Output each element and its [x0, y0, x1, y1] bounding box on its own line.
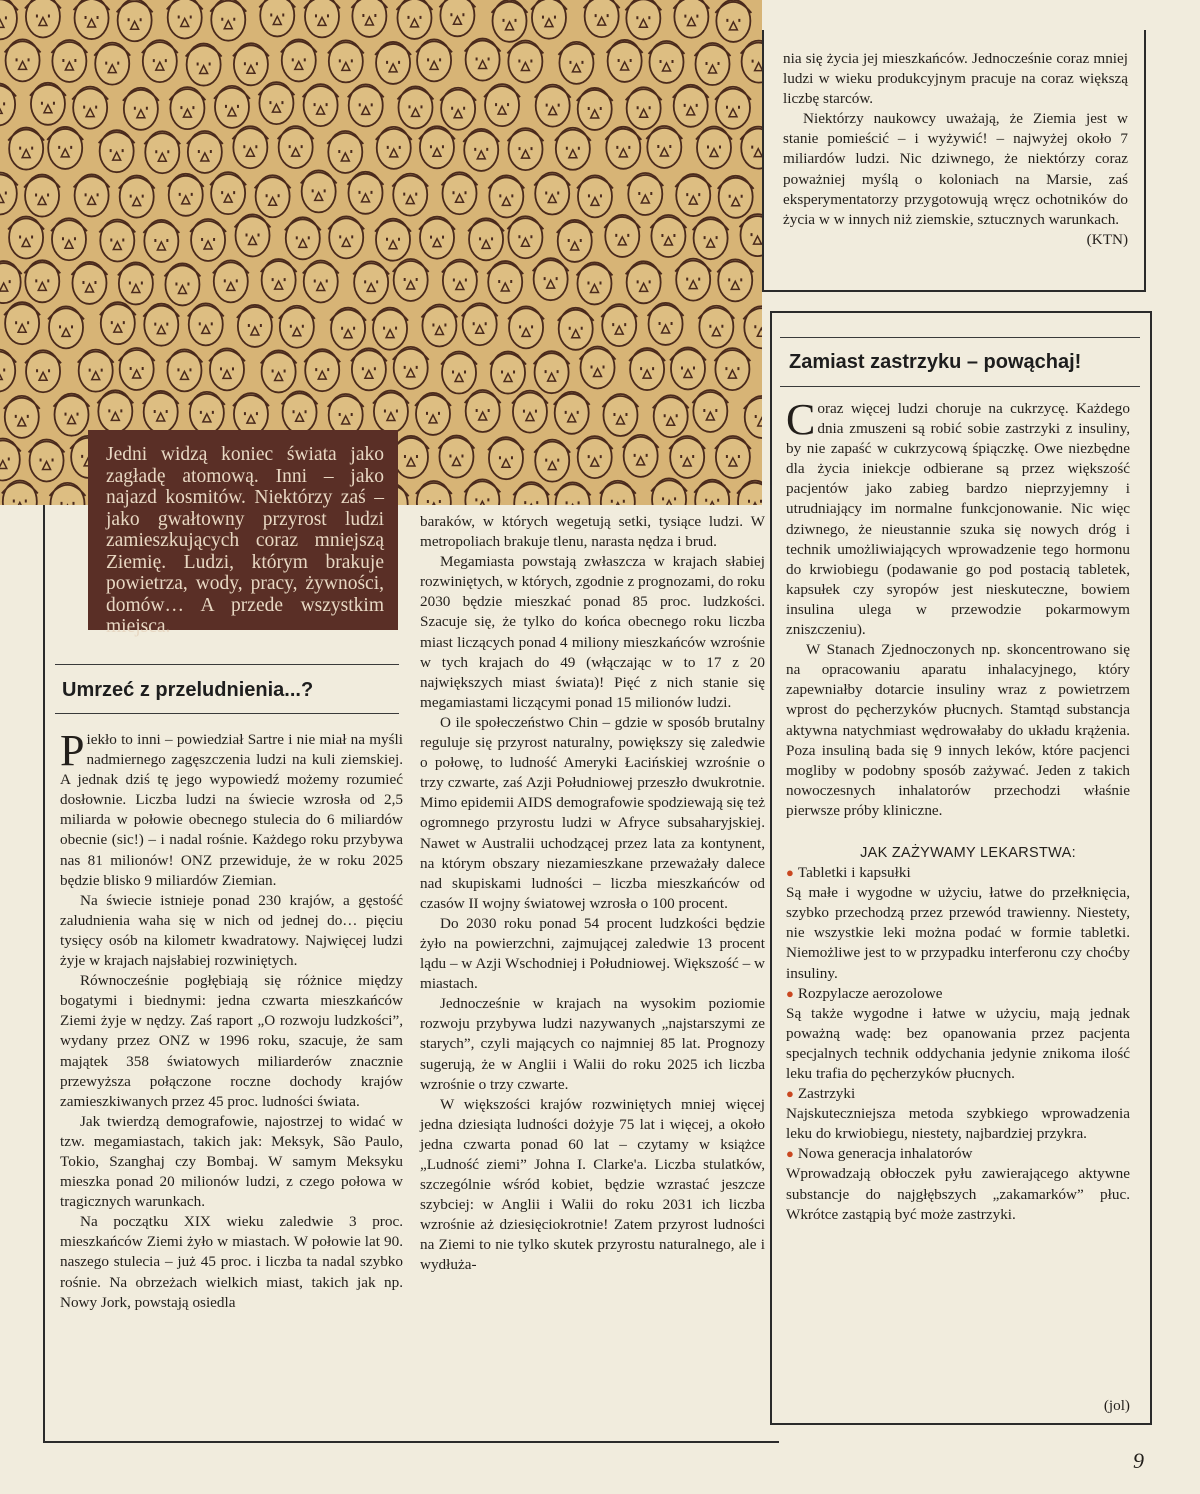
paragraph: Jak twierdzą demografowie, najostrzej to widać w tzw. megamiastach, takich jak: Meksyk, São Paulo, Tokio, Szanghaj czy Bombaj. W samym Meksyku mieszka ponad 20 milionów ludzi, z czego połowa w tragicznych warunkach.	[60, 1112, 403, 1211]
face-icon	[142, 40, 178, 82]
paragraph: Piekło to inni – powiedział Sartre i nie miał na myśli nadmiernego zagęszczenia ludzi na kuli ziemskiej. A jednak dziś tę jego wypowiedź możemy rozumieć dosłownie. Liczba ludzi na świecie wzrosła od 2,5 miliarda w połowie obecnego stulecia do 6 miliardów obecnie (sic!) – i nadal rośnie. Każdego roku przybywa nas 81 milionów! ONZ przewiduje, że w roku 2025 będzie blisko 9 miliardów Ziemian.	[60, 726, 403, 889]
face-icon	[190, 219, 226, 261]
face-icon	[605, 127, 641, 169]
face-icon	[188, 303, 224, 345]
paragraph: W Stanach Zjednoczonych np. skoncentrowano się na opracowaniu aparatu inhalacyjnego, który zapewniałby dotarcie insuliny wraz z powietrzem wprost do pęcherzyków płucnych. Stamtąd substancja aktywna natychmiast wędrowałaby do układu krążenia. Poza insuliną bada się 9 innych leków, które pacjenci mogliby w podobny sposób zażywać. Jeden z takich nowoczesnych inhalatorów przechodzi właśnie pierwsze próby kliniczne.	[786, 641, 1130, 819]
face-icon	[328, 216, 364, 258]
face-icon	[347, 172, 383, 214]
face-icon	[282, 391, 318, 433]
face-icon	[285, 217, 321, 259]
face-icon	[397, 86, 433, 128]
caption-text: Jedni widzą koniec świata jako zagładę atomową. Inni – jako najazd kosmitów. Niektórzy zaś – jako gwałtowny przyrost ludzi zamieszkujących coraz mniejszą Ziemię. Ludzi, którym brakuje powietrza, wody, pracy, żywności, domów… A przede wszystkim miejsca.	[106, 444, 384, 637]
list-item-title	[786, 1084, 1130, 1104]
face-icon	[629, 348, 665, 390]
face-icon	[8, 128, 44, 170]
face-icon	[531, 0, 567, 39]
bullet-icon: ●	[786, 865, 794, 881]
face-icon	[278, 126, 314, 168]
face-icon	[279, 306, 315, 348]
face-icon	[533, 258, 569, 300]
face-icon	[351, 0, 387, 37]
face-icon	[741, 41, 762, 83]
face-icon	[468, 218, 504, 260]
face-icon	[100, 302, 136, 344]
face-icon	[534, 440, 570, 482]
face-icon	[303, 261, 339, 303]
article1-column-2	[420, 512, 765, 1276]
face-icon	[25, 0, 61, 37]
face-icon	[301, 170, 337, 212]
face-icon	[577, 88, 613, 130]
face-icon	[649, 41, 685, 83]
face-icon	[490, 352, 526, 394]
face-icon	[604, 215, 640, 257]
face-icon	[143, 391, 179, 433]
face-icon	[0, 83, 16, 125]
face-icon	[213, 260, 249, 302]
face-icon	[535, 85, 571, 127]
face-icon	[673, 85, 709, 127]
face-icon	[393, 259, 429, 301]
face-icon	[607, 40, 643, 82]
face-icon	[715, 0, 751, 42]
face-icon	[169, 87, 205, 129]
face-icon	[259, 0, 295, 36]
face-icon	[209, 348, 245, 390]
face-icon	[51, 218, 87, 260]
face-icon	[119, 176, 155, 218]
face-icon	[235, 214, 271, 256]
face-icon	[24, 175, 60, 217]
face-icon	[718, 176, 754, 218]
face-icon	[696, 127, 732, 169]
list-item-text: Są małe i wygodne w użyciu, łatwe do przełknięcia, szybko przechodzą przez przewód trawienny. Niestety, nie wszystkie leki można podać w formie tabletki. Niemożliwe jest to w przypadku interferonu czy choćby insuliny.	[786, 884, 1130, 982]
face-icon	[72, 87, 108, 129]
article1-column-3	[783, 49, 1128, 250]
article2-subheading: JAK ZAŻYWAMY LEKARSTWA:	[860, 844, 1076, 861]
face-icon	[625, 0, 661, 39]
face-icon	[715, 436, 751, 478]
face-icon	[237, 305, 273, 347]
face-icon	[118, 262, 154, 304]
face-icon	[416, 39, 452, 81]
face-icon	[375, 219, 411, 261]
face-icon	[0, 350, 16, 392]
face-icon	[558, 42, 594, 84]
face-icon	[743, 306, 762, 348]
face-icon	[488, 175, 524, 217]
list-item-title-text: Nowa generacja inhalatorów	[797, 1145, 973, 1163]
face-icon	[534, 351, 570, 393]
face-icon	[715, 87, 751, 129]
list-item-title	[786, 984, 1130, 1004]
list-item-title-text: Tabletki i kapsułki	[797, 864, 911, 882]
face-icon	[0, 0, 18, 39]
face-icon	[626, 87, 662, 129]
heading-rule-bottom	[55, 713, 399, 714]
face-icon	[5, 39, 41, 81]
face-icon	[29, 439, 65, 481]
face-icon	[123, 88, 159, 130]
paragraph: Na świecie istnieje ponad 230 krajów, a gęstość zaludnienia waha się w nich od jednej do… pięciu tysięcy osób na kilometr kwadratowy. Najwięcej ludzi żyje w krajach najsłabiej rozwiniętych.	[60, 891, 403, 970]
face-icon	[303, 84, 339, 126]
face-icon	[168, 174, 204, 216]
heading-rule-top	[55, 664, 399, 665]
face-icon	[737, 481, 762, 505]
bullet-icon: ●	[786, 985, 794, 1001]
face-icon	[512, 391, 548, 433]
face-icon	[396, 0, 432, 39]
face-icon	[507, 216, 543, 258]
face-icon	[653, 395, 689, 437]
paragraph: nia się życia jej mieszkańców. Jednocześnie coraz mniej ludzi w wieku produkcyjnym pracuje na coraz większą liczbę starców.	[783, 50, 1128, 108]
face-icon	[646, 126, 682, 168]
face-icon	[442, 260, 478, 302]
paragraph: Niektórzy naukowcy uważają, że Ziemia jest w stanie pomieścić – i wyżywić! – najwyżej około 7 miliardów ludzi. Nic dziwnego, że niektórzy coraz poważniej myślą o koloniach na Marsie, zaś eksperymentatorzy przygotowują wręcz ochotników do życia w w innych niż ziemskie, sztucznych warunkach.	[783, 110, 1128, 228]
face-icon	[94, 43, 130, 85]
face-icon	[577, 436, 613, 478]
face-icon	[740, 127, 762, 169]
face-icon	[487, 261, 523, 303]
face-icon	[348, 84, 384, 126]
paragraph: Coraz więcej ludzi choruje na cukrzycę. Każdego dnia zmuszeni są robić sobie zastrzyki z insuliny, by nie zapaść w cukrzycową śpiączkę. Owe niezbędne dla życia iniekcje odbierane są przez większość pacjentów jako zabieg bardzo nieprzyjemny i utrudniający im normalne funkcjonowanie. Nic więc dziwnego, że nieustannie szuka się nowych dróg i technik umożliwiających wprowadzenie tego hormonu do krwiobiegu (podawanie go pod postacią tabletek, kapsułek czy syropów jest nieskuteczne, bowiem insulina ulega w przewodzie pokarmowym zniszczeniu).	[786, 395, 1130, 639]
paragraph: Megamiasta powstają zwłaszcza w krajach słabiej rozwiniętych, w których, zgodnie z prognozami, do roku 2030 będzie mieszkać ponad 85 proc. ludzkości. Szacuje się, że tylko do końca obecnego roku liczba miast liczących ponad 4 miliony mieszkańców wzrośnie w tych krajach do 49 (włączając w to 17 z 20 największych miast świata)! Pięć z nich stanie się megamiastami liczącymi ponad 15 milionów ludzi.	[420, 553, 765, 711]
face-icon	[651, 478, 687, 505]
face-icon	[24, 260, 60, 302]
face-icon	[30, 83, 66, 125]
face-icon	[304, 349, 340, 391]
face-icon	[554, 392, 590, 434]
face-icon	[419, 126, 455, 168]
face-icon	[626, 261, 662, 303]
face-icon	[669, 436, 705, 478]
face-icon	[557, 220, 593, 262]
face-icon	[508, 306, 544, 348]
face-icon	[117, 0, 153, 41]
face-icon	[584, 0, 620, 37]
face-icon	[232, 126, 268, 168]
face-icon	[74, 0, 110, 39]
face-icon	[54, 394, 90, 436]
face-icon	[580, 347, 616, 389]
face-icon	[210, 0, 246, 41]
face-icon	[304, 0, 340, 37]
face-icon	[97, 390, 133, 432]
face-icon	[351, 348, 387, 390]
face-icon	[650, 215, 686, 257]
face-icon	[49, 483, 85, 505]
face-icon	[484, 84, 520, 126]
article1-heading: Umrzeć z przeludnienia...?	[62, 679, 314, 701]
face-icon	[692, 390, 728, 432]
face-icon	[442, 172, 478, 214]
face-icon	[440, 88, 476, 130]
heading-rule-top	[780, 337, 1140, 338]
list-item-text: Najskuteczniejsza metoda szybkiego wprowadzenia leku do krwiobiegu, niestety, najbardziej przykra.	[786, 1105, 1130, 1143]
face-icon	[419, 217, 455, 259]
article2-column	[786, 395, 1130, 1225]
face-icon	[601, 304, 637, 346]
article1-credit: (KTN)	[1086, 230, 1128, 248]
face-icon	[416, 481, 452, 505]
face-icon	[281, 39, 317, 81]
face-icon	[421, 304, 457, 346]
face-icon	[627, 173, 663, 215]
face-icon	[0, 439, 21, 481]
face-icon	[8, 216, 44, 258]
heading-rule-bottom	[780, 386, 1140, 387]
list-item-text: Są także wygodne i łatwe w użyciu, mają jednak poważną wadę: bez opanowania przez pacjenta specjalnych technik oddychania jedynie znikoma ilość leku trafia do pęcherzyków płucnych.	[786, 1004, 1130, 1082]
face-icon	[714, 348, 750, 390]
face-icon	[555, 128, 591, 170]
face-icon	[47, 127, 83, 169]
list-item-title-text: Rozpylacze aerozolowe	[797, 984, 943, 1002]
paragraph: O ile społeczeństwo Chin – gdzie w sposób brutalny reguluje się przyrost naturalny, powiększy się zaledwie o połowę, to ludność Ameryki Łacińskiej wzrośnie o trzy czwarte, zaś Azji Południowej przeszło dwukrotnie. Mimo epidemii AIDS demografowie spodziewają się też ogromnego przyrostu ludzi w Afryce subsaharyjskiej. Nawet w Australii uchodzącej przez lata za kontynent, na którym obszary niezamieszkane przeważały dalece nad skupiskami ludności – liczba mieszkańców od czasów II wojny światowej wzrosła o 100 procent.	[420, 713, 766, 912]
face-icon	[372, 308, 408, 350]
face-icon	[392, 174, 428, 216]
face-icon	[744, 396, 762, 438]
face-icon	[51, 40, 87, 82]
face-icon	[187, 131, 223, 173]
face-icon	[555, 482, 591, 505]
face-icon	[0, 261, 22, 303]
face-icon	[143, 220, 179, 262]
face-icon	[4, 396, 40, 438]
face-icon	[675, 259, 711, 301]
face-icon	[698, 306, 734, 348]
face-icon	[648, 303, 684, 345]
paragraph: baraków, w których wegetują setki, tysiące ludzi. W metropoliach brakuje tlenu, narasta nędza i brud.	[420, 513, 765, 551]
face-icon	[375, 42, 411, 84]
list-item-text: Wprowadzają obłoczek pyłu zawierającego aktywne substancje do najgłębszych „zakamarków” płuc. Wkrótce zastąpią być może zastrzyki.	[786, 1165, 1130, 1223]
face-icon	[694, 480, 730, 505]
face-icon	[258, 82, 294, 124]
list-item-title	[786, 1144, 1130, 1164]
face-icon	[488, 437, 524, 479]
face-icon	[25, 350, 61, 392]
paragraph: Do 2030 roku ponad 54 procent ludzkości będzie żyło na powierzchni, zajmującej zaledwie 13 procent lądu – w Azji Wschodniej i Południowej. Większość – w miastach.	[420, 914, 765, 993]
face-icon	[670, 347, 706, 389]
face-icon	[465, 390, 501, 432]
face-icon	[576, 262, 612, 304]
face-icon	[0, 172, 18, 214]
face-icon	[99, 219, 135, 261]
face-icon	[393, 436, 429, 478]
face-icon	[327, 131, 363, 173]
face-icon	[534, 173, 570, 215]
face-icon	[233, 43, 269, 85]
face-icon	[330, 308, 366, 350]
face-icon	[328, 40, 364, 82]
face-icon	[623, 435, 659, 477]
face-icon	[600, 481, 636, 505]
face-icon	[99, 130, 135, 172]
bullet-icon: ●	[786, 1086, 794, 1102]
face-icon	[2, 480, 38, 505]
face-icon	[214, 86, 250, 128]
face-icon	[492, 0, 528, 42]
paragraph: Na początku XIX wieku zaledwie 3 proc. mieszkańców Ziemi żyło w miastach. W połowie lat 90. naszego stulecia – już 45 proc. i liczba ta nadal szybko rośnie. Na obrzeżach wielkich miast, takich jak np. Nowy Jork, powstają osiedla	[60, 1213, 403, 1311]
face-icon	[4, 302, 40, 344]
face-icon	[255, 175, 291, 217]
face-icon	[164, 263, 200, 305]
article2-heading: Zamiast zastrzyku – powąchaj!	[789, 351, 1082, 373]
face-icon	[210, 172, 246, 214]
face-icon	[74, 174, 110, 216]
face-icon	[695, 43, 731, 85]
face-icon	[186, 44, 222, 86]
face-icon	[462, 303, 498, 345]
article2-credit: (jol)	[1103, 1397, 1130, 1414]
article1-column-1	[60, 726, 403, 1313]
face-icon	[415, 393, 451, 435]
face-icon	[673, 0, 709, 38]
face-icon	[717, 259, 753, 301]
face-icon	[233, 393, 269, 435]
face-icon	[261, 259, 297, 301]
face-icon	[439, 0, 475, 36]
face-icon	[508, 128, 544, 170]
face-icon	[48, 306, 84, 348]
face-icon	[167, 0, 203, 38]
face-icon	[261, 350, 297, 392]
list-item-title-text: Zastrzyki	[797, 1085, 856, 1103]
face-icon	[144, 131, 180, 173]
face-icon	[393, 347, 429, 389]
face-icon	[166, 349, 202, 391]
face-icon	[464, 479, 500, 505]
face-icon	[558, 308, 594, 350]
face-icon	[78, 350, 114, 392]
face-icon	[675, 174, 711, 216]
face-icon	[507, 40, 543, 82]
face-icon	[577, 175, 613, 217]
bullet-icon: ●	[786, 1146, 794, 1162]
face-icon	[143, 304, 179, 346]
face-icon	[465, 39, 501, 81]
face-icon	[119, 348, 155, 390]
face-icon	[353, 261, 389, 303]
paragraph: Równocześnie pogłębiają się różnice między bogatymi i biednymi: jedna czwarta mieszkańców Ziemi żyje w nędzy. Zaś raport „O rozwoju ludzkości”, wydany przez ONZ w 1996 roku, szacuje, że sam majątek 358 światowych miliarderów znacznie przewyższa połączone roczne dochody krajów zamieszkiwanych przez 45 proc. ludności świata.	[60, 972, 403, 1110]
face-icon	[71, 262, 107, 304]
list-item-title	[786, 863, 1130, 883]
face-icon	[740, 214, 762, 256]
face-icon	[189, 392, 225, 434]
face-icon	[602, 394, 638, 436]
face-icon	[373, 391, 409, 433]
face-icon	[693, 217, 729, 259]
face-icon	[463, 129, 499, 171]
face-icon	[376, 127, 412, 169]
face-icon	[441, 352, 477, 394]
face-icon	[513, 482, 549, 505]
paragraph: Jednocześnie w krajach na wysokim poziomie rozwoju przybywa ludzi nazywanych „najstarszymi ze starych”, czyli mających co najmniej 85 lat. Prognozy sugerują, że w Anglii i Walii do roku 2025 ich liczba wzrośnie o trzy czwarte.	[420, 995, 765, 1093]
face-icon	[438, 436, 474, 478]
page-number: 9	[1133, 1448, 1144, 1473]
paragraph: W większości krajów rozwiniętych mniej więcej jedna dziesiąta ludności dożyje 75 lat i więcej, a około jedna czwarta ponad 60 lat – czytamy w książce „Ludność ziemi” Johna I. Clarke'a. Liczba stulatków, szczególnie wśród kobiet, będzie wzrastać jeszcze szybciej: w Anglii i Walii do roku 2031 ich liczba wzrośnie aż dziesięciokrotnie! Zatem przyrost ludności na Ziemi to nie tylko skutek przyrostu naturalnego, ale i wydłuża-	[420, 1095, 765, 1274]
